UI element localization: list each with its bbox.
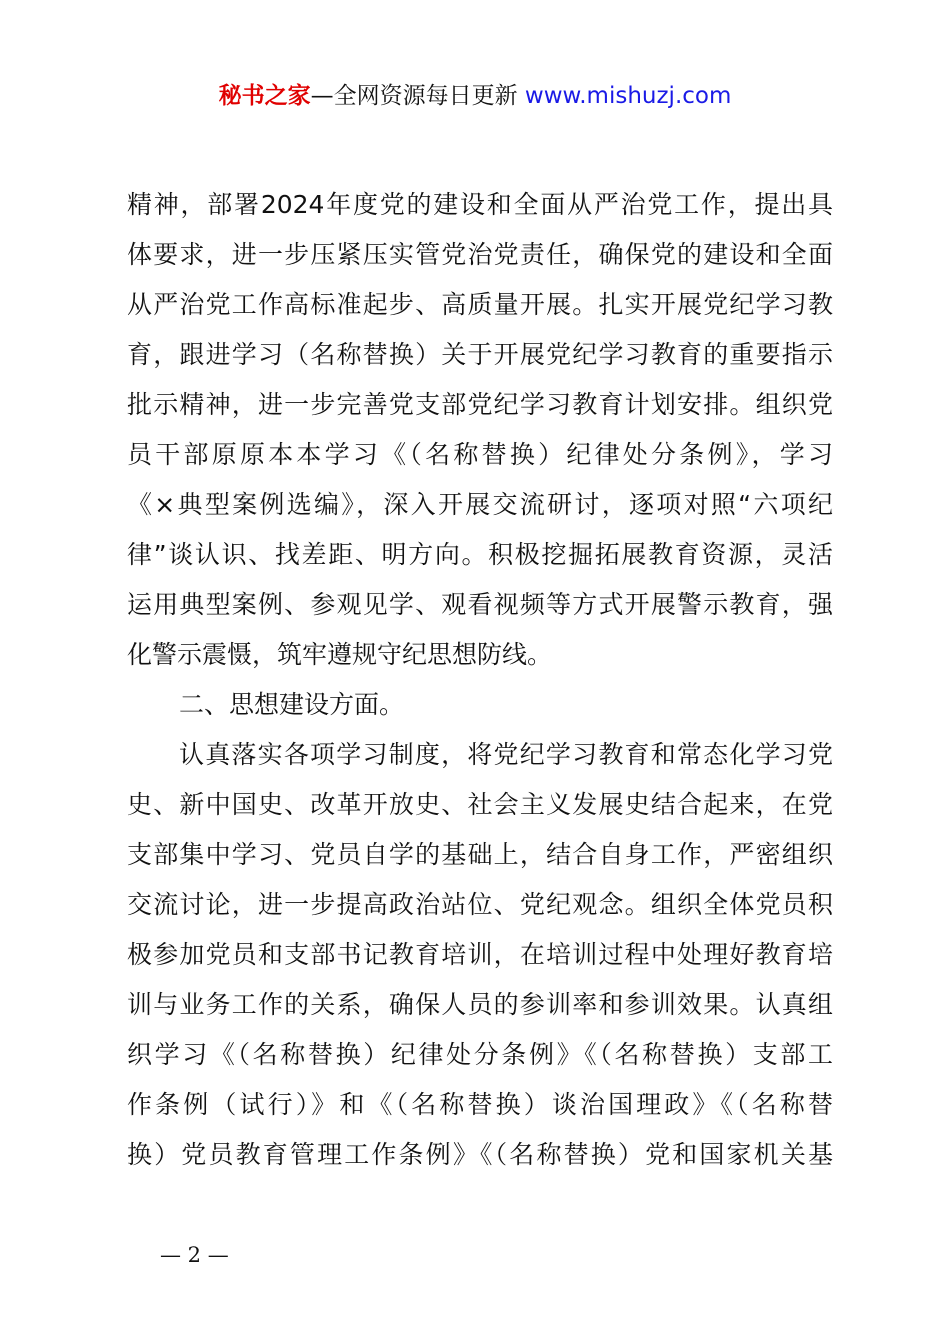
text-line: 极参加党员和支部书记教育培训，在培训过程中处理好教育培	[127, 940, 833, 969]
text-line: 训与业务工作的关系，确保人员的参训率和参训效果。认真组	[127, 990, 833, 1019]
text-line: 认真落实各项学习制度，将党纪学习教育和常态化学习党	[179, 740, 833, 769]
text-line: 体要求，进一步压紧压实管党治党责任，确保党的建设和全面	[127, 240, 833, 269]
section-heading: 二、思想建设方面。	[179, 690, 405, 719]
text-line: 化警示震慑，筑牢遵规守纪思想防线。	[127, 640, 553, 669]
text-line: 史、新中国史、改革开放史、社会主义发展史结合起来，在党	[127, 790, 833, 819]
page-number: — 2 —	[160, 1243, 229, 1267]
text-line: 运用典型案例、参观见学、观看视频等方式开展警示教育，强	[127, 590, 833, 619]
text-line: 换）党员教育管理工作条例》《（名称替换）党和国家机关基	[127, 1140, 833, 1169]
site-url-link[interactable]: www.mishuzj.com	[524, 83, 732, 109]
text-line: 育，跟进学习（名称替换）关于开展党纪学习教育的重要指示	[127, 340, 833, 369]
text-line: 精神，部署2024年度党的建设和全面从严治党工作，提出具	[127, 190, 833, 219]
header-tagline: —全网资源每日更新	[310, 83, 518, 109]
text-line: 《×典型案例选编》，深入开展交流研讨，逐项对照“六项纪	[127, 490, 833, 519]
brand-name: 秘书之家	[218, 83, 311, 109]
text-line: 作条例（试行）》和《（名称替换）谈治国理政》《（名称替	[127, 1090, 833, 1119]
text-line: 交流讨论，进一步提高政治站位、党纪观念。组织全体党员积	[127, 890, 833, 919]
text-line: 织学习《（名称替换）纪律处分条例》《（名称替换）支部工	[127, 1040, 833, 1069]
text-line: 员干部原原本本学习《（名称替换）纪律处分条例》，学习	[127, 440, 833, 469]
text-line: 支部集中学习、党员自学的基础上，结合自身工作，严密组织	[127, 840, 833, 869]
text-line: 从严治党工作高标准起步、高质量开展。扎实开展党纪学习教	[127, 290, 833, 319]
text-line: 批示精神，进一步完善党支部党纪学习教育计划安排。组织党	[127, 390, 833, 419]
site-header	[0, 79, 950, 113]
document-body	[127, 180, 833, 1180]
text-line: 律”谈认识、找差距、明方向。积极挖掘拓展教育资源，灵活	[127, 540, 833, 569]
